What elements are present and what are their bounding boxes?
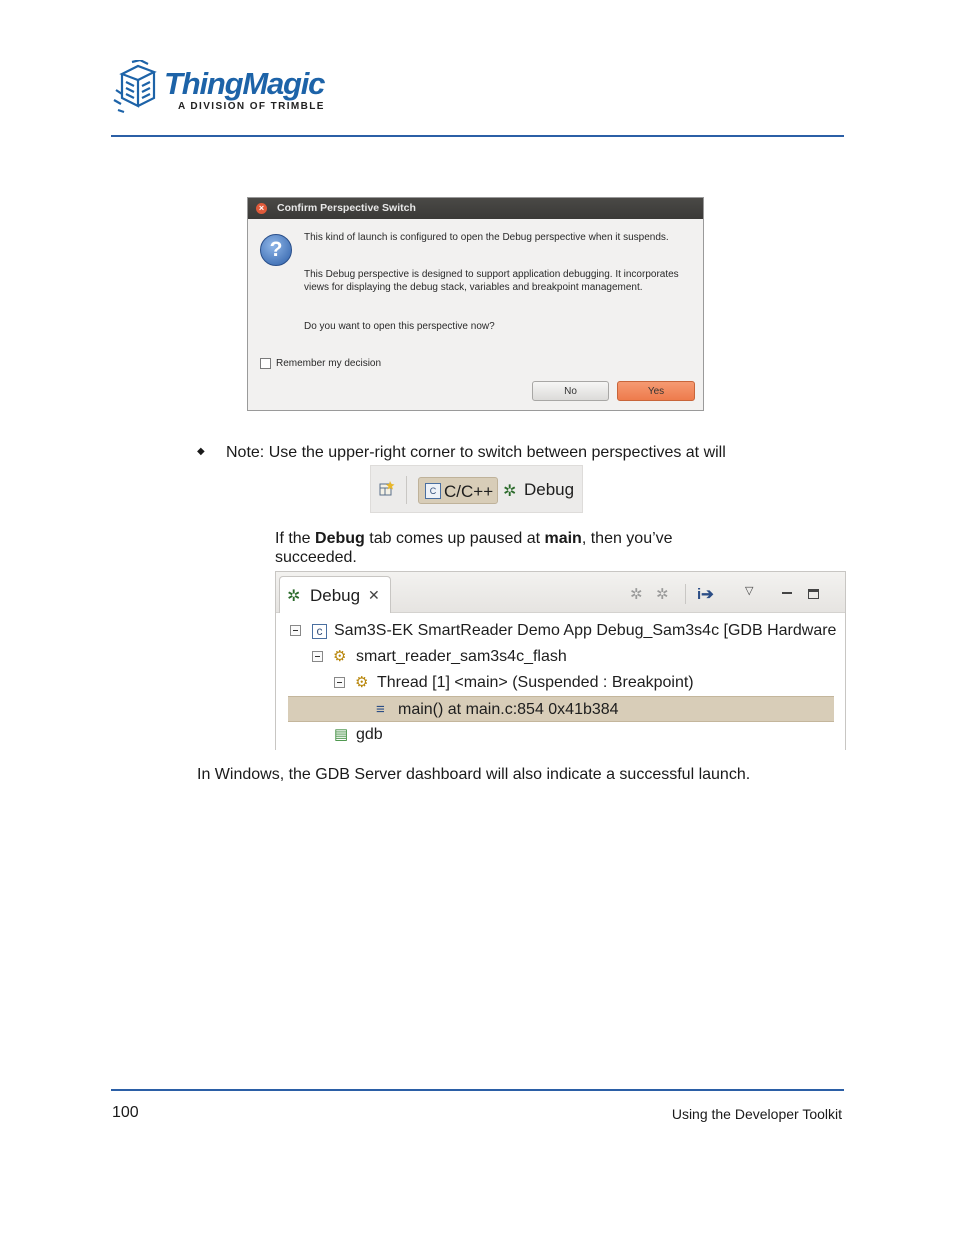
cpp-perspective-icon: C bbox=[425, 483, 441, 499]
footer-rule bbox=[111, 1089, 844, 1091]
remember-checkbox[interactable] bbox=[260, 358, 271, 369]
gdb-process-icon: ▤ bbox=[334, 726, 349, 743]
close-icon[interactable]: × bbox=[256, 203, 267, 214]
debug-tab[interactable] bbox=[279, 576, 391, 613]
remove-all-icon[interactable]: ✲ bbox=[656, 586, 669, 603]
toolbar-separator bbox=[685, 584, 686, 604]
stack-frame-icon: ≡ bbox=[376, 701, 385, 718]
debug-tab-label: Debug bbox=[310, 586, 361, 605]
maximize-icon[interactable] bbox=[808, 589, 819, 599]
yes-button[interactable]: Yes bbox=[617, 381, 695, 401]
note-text: Note: Use the upper-right corner to switch between perspectives at will bbox=[226, 444, 726, 461]
footer-section-title: Using the Developer Toolkit bbox=[671, 1106, 842, 1122]
para1-text-a: If the bbox=[275, 530, 316, 547]
perspective-separator bbox=[406, 476, 407, 504]
success-paragraph bbox=[275, 529, 745, 567]
bullet-icon: ◆ bbox=[197, 446, 205, 457]
debug-bug-icon[interactable]: ✲ bbox=[503, 483, 517, 500]
para1-text-c: , then you’ve succeeded. bbox=[275, 530, 673, 566]
dialog-text-1: This kind of launch is configured to open the Debug perspective when it suspends. bbox=[304, 232, 669, 243]
dialog-text-2: This Debug perspective is designed to support application debugging. It incorporates views for displaying the debug stack, variables and breakpoint management. bbox=[304, 269, 679, 293]
tree-row-frame-selected[interactable] bbox=[288, 696, 834, 722]
dialog-text-3: Do you want to open this perspective now? bbox=[304, 321, 495, 332]
brand-logo bbox=[112, 60, 342, 122]
instruction-step-icon[interactable]: i➔ bbox=[697, 586, 714, 603]
para1-bold-main: main bbox=[544, 530, 582, 547]
debug-view bbox=[275, 571, 846, 750]
collapse-icon[interactable] bbox=[312, 651, 323, 662]
close-tab-icon[interactable]: ✕ bbox=[368, 587, 380, 603]
cpp-perspective-button[interactable] bbox=[418, 477, 498, 504]
tree-row-label: main() at main.c:854 0x41b384 bbox=[398, 701, 619, 718]
dialog-title: Confirm Perspective Switch bbox=[277, 202, 416, 214]
para1-text-b: tab comes up paused at bbox=[364, 530, 545, 547]
thread-icon: ⚙ bbox=[355, 674, 369, 691]
perspective-switcher bbox=[370, 465, 583, 513]
view-menu-icon[interactable]: ▽ bbox=[745, 585, 754, 597]
no-button[interactable]: No bbox=[532, 381, 609, 401]
cpp-perspective-label: C/C++ bbox=[444, 482, 494, 501]
debug-perspective-label[interactable]: Debug bbox=[524, 480, 575, 499]
debug-view-header bbox=[276, 572, 846, 613]
question-icon: ? bbox=[260, 234, 292, 266]
tree-row-label: smart_reader_sam3s4c_flash bbox=[356, 648, 567, 665]
thingmagic-logo-icon bbox=[112, 60, 164, 118]
target-icon: ⚙ bbox=[333, 648, 347, 665]
tree-row-label: Sam3S-EK SmartReader Demo App Debug_Sam3s4c [GDB Hardware bbox=[334, 622, 837, 639]
page-number: 100 bbox=[112, 1104, 139, 1121]
para1-bold-debug: Debug bbox=[315, 530, 365, 547]
tree-row-label: gdb bbox=[356, 726, 383, 743]
remember-label: Remember my decision bbox=[276, 358, 382, 369]
remove-launch-icon[interactable]: ✲ bbox=[630, 586, 643, 603]
brand-tagline: A DIVISION OF TRIMBLE bbox=[178, 101, 325, 112]
windows-paragraph: In Windows, the GDB Server dashboard will also indicate a successful launch. bbox=[197, 766, 751, 783]
collapse-icon[interactable] bbox=[290, 625, 301, 636]
confirm-perspective-dialog bbox=[247, 197, 704, 411]
collapse-icon[interactable] bbox=[334, 677, 345, 688]
tree-row-label: Thread [1] <main> (Suspended : Breakpoint) bbox=[377, 674, 694, 691]
c-launch-icon: c bbox=[312, 624, 327, 639]
dialog-titlebar bbox=[248, 198, 703, 219]
brand-name: ThingMagic bbox=[164, 66, 325, 101]
remember-decision[interactable] bbox=[260, 358, 381, 369]
minimize-icon[interactable] bbox=[782, 592, 792, 594]
header-rule bbox=[111, 135, 844, 137]
open-perspective-icon[interactable] bbox=[378, 480, 396, 498]
debug-bug-icon: ✲ bbox=[287, 588, 301, 605]
